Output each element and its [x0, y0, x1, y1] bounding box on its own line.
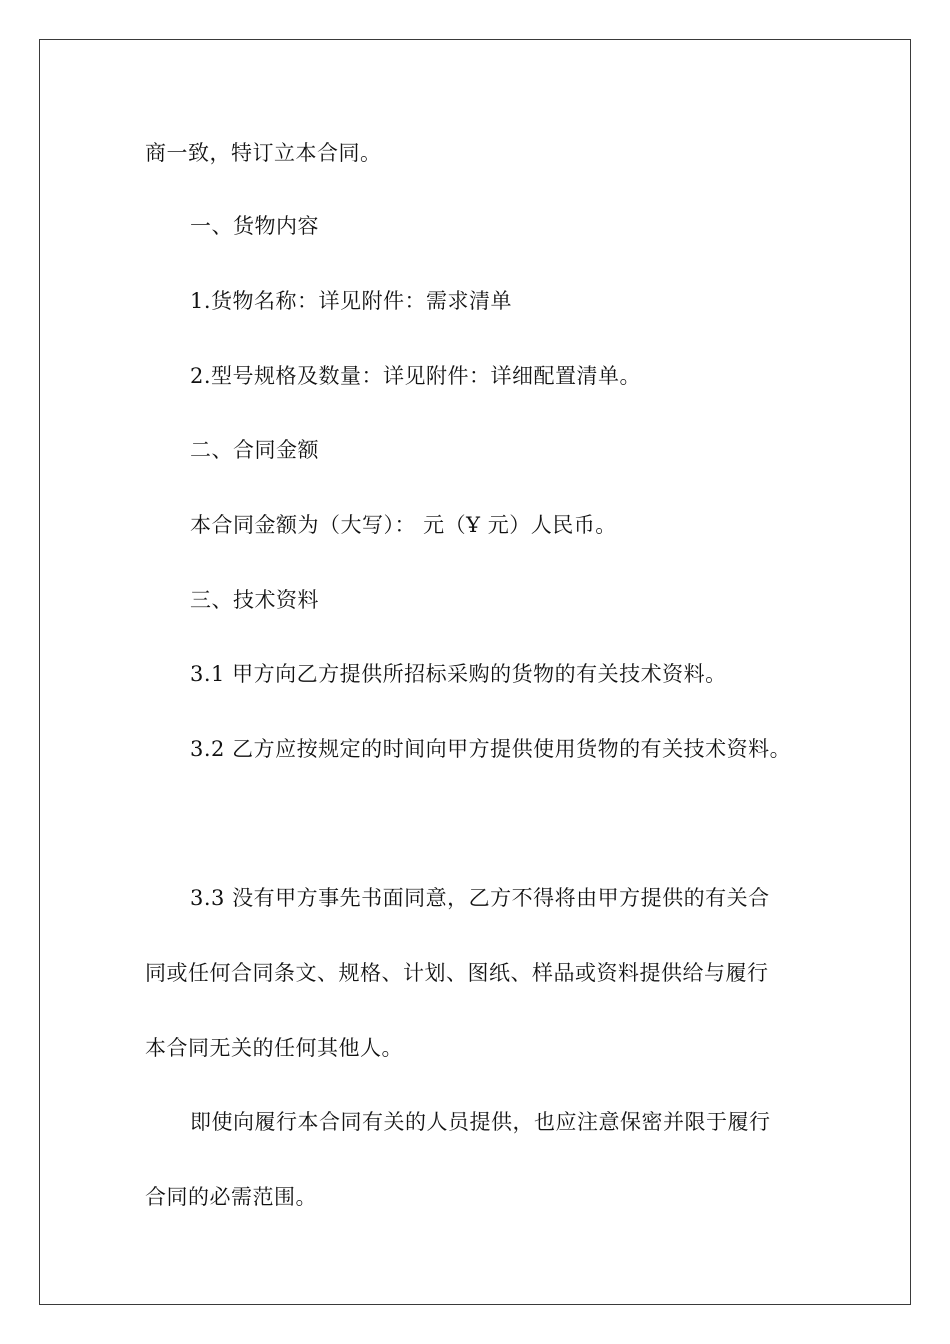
- text-line: 1.货物名称：详见附件：需求清单: [190, 289, 513, 313]
- text-line: 商一致，特订立本合同。: [145, 141, 382, 165]
- text-line: 2.型号规格及数量：详见附件：详细配置清单。: [190, 364, 642, 388]
- section-heading: 二、合同金额: [190, 438, 319, 462]
- text-line: 同或任何合同条文、规格、计划、图纸、样品或资料提供给与履行: [145, 961, 769, 985]
- section-heading: 一、货物内容: [190, 214, 319, 238]
- section-heading: 三、技术资料: [190, 588, 319, 612]
- text-line: 合同的必需范围。: [145, 1185, 317, 1209]
- text-line: 本合同无关的任何其他人。: [145, 1036, 403, 1060]
- text-line: 3.2 乙方应按规定的时间向甲方提供使用货物的有关技术资料。: [190, 737, 792, 761]
- text-line: 3.1 甲方向乙方提供所招标采购的货物的有关技术资料。: [190, 662, 727, 686]
- text-line: 3.3 没有甲方事先书面同意，乙方不得将由甲方提供的有关合: [190, 886, 770, 910]
- text-line: 本合同金额为（大写）： 元（Ұ 元）人民币。: [190, 513, 617, 537]
- text-line: 即使向履行本合同有关的人员提供，也应注意保密并限于履行: [190, 1110, 771, 1134]
